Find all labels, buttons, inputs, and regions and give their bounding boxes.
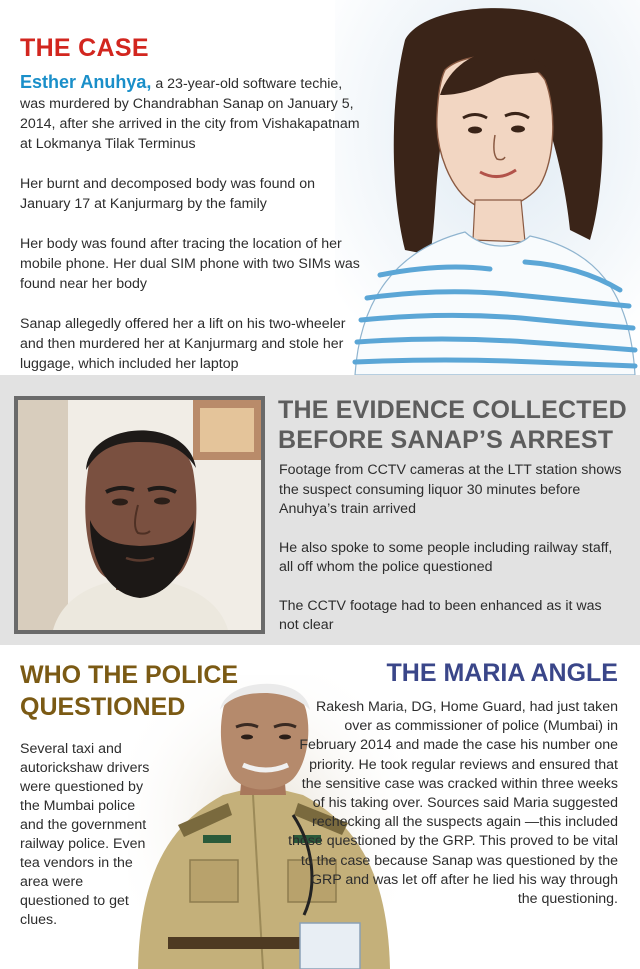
case-paragraph: Her burnt and decomposed body was found on January 17 at Kanjurmarg by the family xyxy=(20,176,315,212)
evidence-title xyxy=(278,395,633,455)
case-paragraph: Her body was found after tracing the location of her mobile phone. Her dual SIM phone with two SIMs was found near her body xyxy=(20,236,360,292)
case-title: THE CASE xyxy=(20,34,149,62)
maria-title: THE MARIA ANGLE xyxy=(386,659,618,687)
evidence-paragraph: The CCTV footage had to been enhanced as it was not clear xyxy=(279,597,602,633)
case-section xyxy=(0,0,640,375)
victim-portrait-illustration xyxy=(335,0,640,375)
evidence-body xyxy=(279,461,624,645)
case-body xyxy=(20,72,365,375)
case-paragraph: Sanap allegedly offered her a lift on his two-wheeler and then murdered her at Kanjurmarg and stole her luggage, which included her laptop xyxy=(20,316,346,372)
evidence-paragraph: He also spoke to some people including railway staff, all off whom the police questioned xyxy=(279,539,613,575)
case-intro-paragraph xyxy=(20,72,365,154)
victim-name-comma: , xyxy=(146,72,152,92)
police-body: Several taxi and autorickshaw drivers were questioned by the Mumbai police and the government railway police. Even tea vendors in the area were questioned to get clues. xyxy=(20,741,150,928)
suspect-photo xyxy=(18,400,261,630)
evidence-section xyxy=(0,375,640,645)
evidence-title-line: BEFORE SANAP’S ARREST xyxy=(278,426,614,454)
police-title-line: WHO THE POLICE xyxy=(20,661,239,689)
case-intro-text: a 23-year-old software techie, was murdered by Chandrabhan Sanap on January 5, 2014, after she arrived in the city from Vishakapatnam at Lokmanya Tilak Terminus xyxy=(20,76,360,152)
suspect-photo-frame xyxy=(14,396,265,634)
maria-body: Rakesh Maria, DG, Home Guard, had just taken over as commissioner of police (Mumbai) in February 2014 and made the case his number one priority. He took regular reviews and ensured that the sensitive case was cracked within three weeks of his taking over. Sources said Maria suggested rechecking all the suspects again —this included those questioned by the GRP. This proved to be vital to the case because Sanap was questioned by the GRP and was let off after he lied his way through the questioning. xyxy=(288,699,618,908)
police-title-line: QUESTIONED xyxy=(20,693,186,721)
police-section xyxy=(0,645,640,969)
evidence-title-line: THE EVIDENCE COLLECTED xyxy=(278,396,627,424)
victim-name: Esther Anuhya xyxy=(20,72,147,92)
police-title xyxy=(20,659,260,723)
evidence-paragraph: Footage from CCTV cameras at the LTT station shows the suspect consuming liquor 30 minutes before Anuhya’s train arrived xyxy=(279,462,622,517)
